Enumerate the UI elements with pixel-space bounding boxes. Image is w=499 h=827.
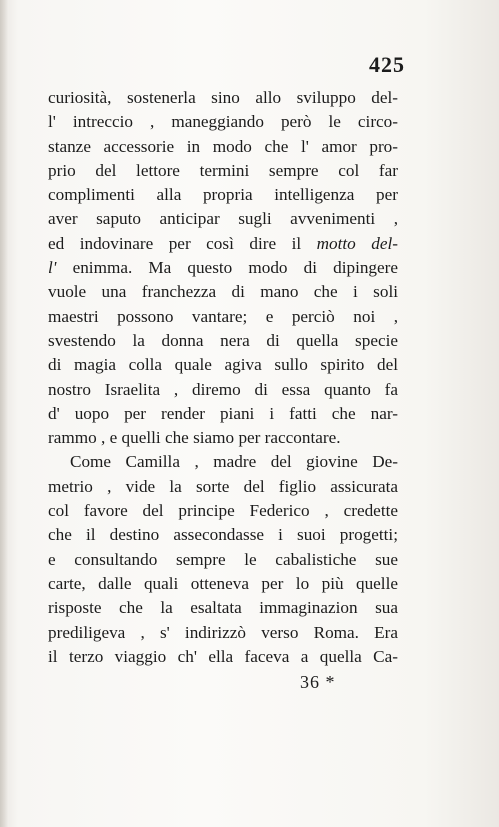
text-line: che il destino assecondasse i suoi progetti; [48, 525, 398, 545]
text-line: nostro Israelita , diremo di essa quanto fa [48, 379, 398, 399]
text-line [48, 256, 398, 280]
text-line: maestri possono vantare; e perciò noi , [48, 306, 398, 326]
text-line: rammo , e quelli che siamo per raccontare. [48, 428, 341, 448]
text-line: e consultando sempre le cabalistiche sue [48, 549, 398, 569]
page-edge-shadow [0, 0, 8, 827]
text-segment: enimma. Ma questo modo di dipingere [72, 258, 399, 278]
italic-text: motto del- [316, 233, 398, 253]
text-line: curiosità, sostenerla sino allo sviluppo del- [48, 88, 398, 107]
text-line: col favore del principe Federico , credette [48, 501, 398, 521]
text-line: prio del lettore termini sempre col far [48, 160, 398, 180]
text-line: il terzo viaggio ch' ella faceva a quella Ca- [48, 646, 398, 666]
italic-text: l' [48, 258, 57, 278]
text-line: metrio , vide la sorte del figlio assicurata [48, 476, 398, 496]
text-line [48, 232, 398, 256]
text-line: carte, dalle quali otteneva per lo più quelle [48, 573, 398, 593]
text-line: risposte che la esaltata immaginazion sua [48, 598, 398, 618]
text-line: prediligeva , s' indirizzò verso Roma. Era [48, 622, 398, 642]
body-text [48, 86, 398, 669]
page-number: 425 [369, 52, 405, 77]
text-line: di magia colla quale agiva sullo spirito del [48, 355, 398, 375]
text-line: aver saputo anticipar sugli avvenimenti , [48, 209, 398, 229]
text-line: complimenti alla propria intelligenza per [48, 185, 398, 205]
text-segment: ed indovinare per così dire il [48, 233, 302, 253]
text-line: svestendo la donna nera di quella specie [48, 330, 398, 350]
text-line: d' uopo per render piani i fatti che nar- [48, 403, 398, 423]
text-line: Come Camilla , madre del giovine De- [70, 452, 398, 472]
text-line: l' intreccio , maneggiando però le circo- [48, 112, 398, 132]
text-line: stanze accessorie in modo che l' amor pro- [48, 136, 398, 156]
signature-mark: 36 * [300, 672, 336, 692]
text-line: vuole una franchezza di mano che i soli [48, 282, 398, 302]
